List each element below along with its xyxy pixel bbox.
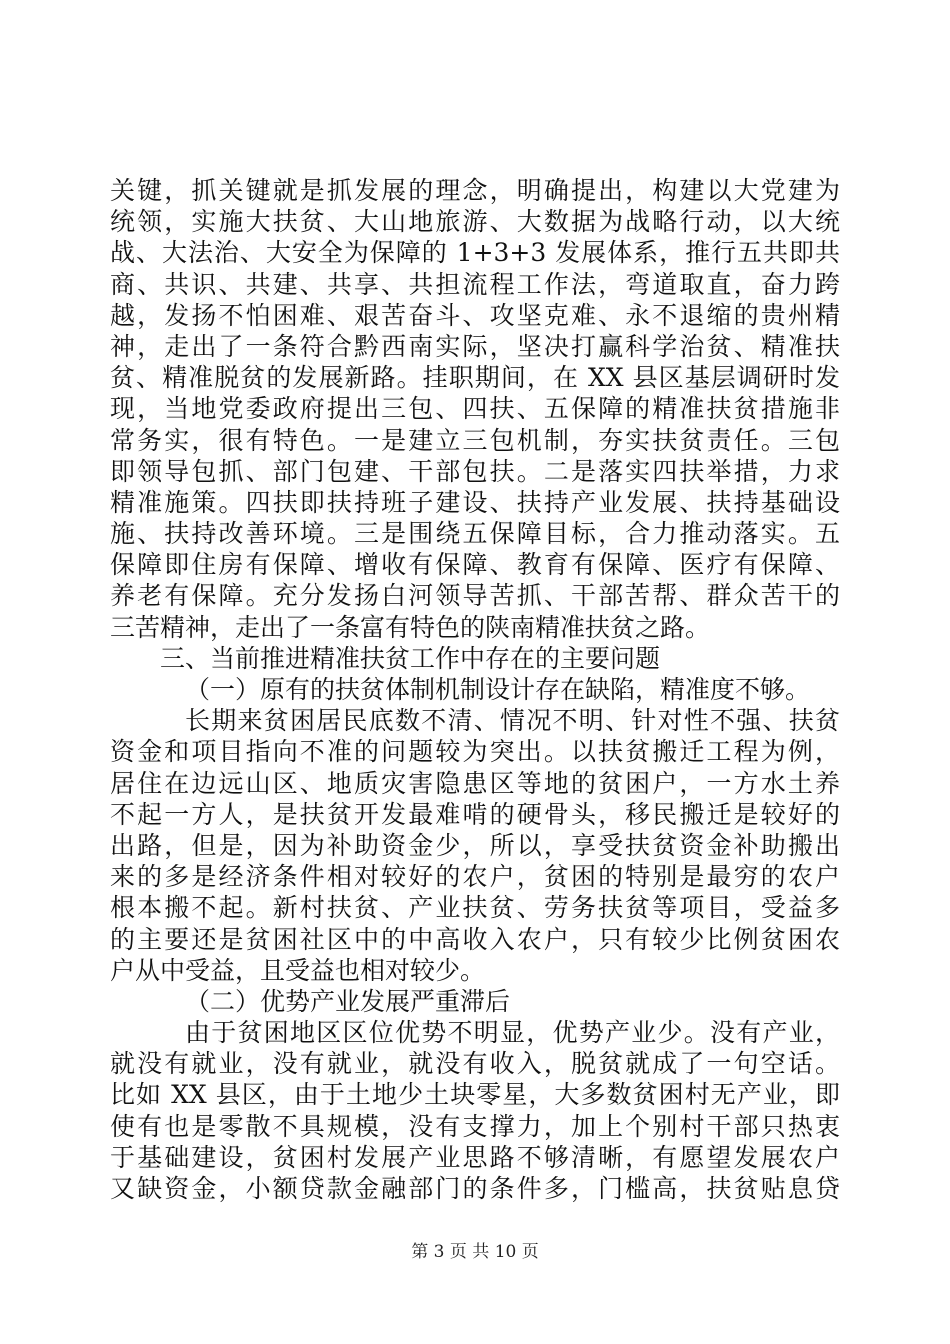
text-line: 来的多是经济条件相对较好的农户，贫困的特别是最穷的农户 <box>110 862 840 892</box>
page-number: 第 3 页 共 10 页 <box>411 1242 539 1262</box>
text-line: 施、扶持改善环境。三是围绕五保障目标，合力推动落实。五 <box>110 519 840 549</box>
text-line: 越，发扬不怕困难、艰苦奋斗、攻坚克难、永不退缩的贵州精 <box>110 300 840 330</box>
text-line: 常务实，很有特色。一是建立三包机制，夯实扶贫责任。三包 <box>110 425 840 455</box>
text-line: 精准施策。四扶即扶持班子建设、扶持产业发展、扶持基础设 <box>110 487 840 517</box>
text-line: 商、共识、共建、共享、共担流程工作法，弯道取直，奋力跨 <box>110 269 840 299</box>
text-line: 居住在边远山区、地质灾害隐患区等地的贫困户，一方水土养 <box>110 768 840 798</box>
text-line: 于基础建设，贫困村发展产业思路不够清晰，有愿望发展农户 <box>110 1142 840 1172</box>
text-line: 长期来贫困居民底数不清、情况不明、针对性不强、扶贫 <box>185 706 840 736</box>
text-line: 养老有保障。充分发扬白河领导苦抓、干部苦帮、群众苦干的 <box>110 581 840 611</box>
text-line: 出路，但是，因为补助资金少，所以，享受扶贫资金补助搬出 <box>110 830 840 860</box>
text-line: 由于贫困地区区位优势不明显，优势产业少。没有产业， <box>185 1018 840 1048</box>
text-line: 又缺资金，小额贷款金融部门的条件多，门槛高，扶贫贴息贷 <box>110 1174 840 1203</box>
text-line: 统领，实施大扶贫、大山地旅游、大数据为战略行动，以大统 <box>110 207 840 237</box>
text-line: 关键，抓关键就是抓发展的理念，明确提出，构建以大党建为 <box>110 176 840 205</box>
text-line: 不起一方人，是扶贫开发最难啃的硬骨头，移民搬迁是较好的 <box>110 799 840 829</box>
subsection-heading: （一）原有的扶贫体制机制设计存在缺陷，精准度不够。 <box>185 675 811 704</box>
text-line: 现，当地党委政府提出三包、四扶、五保障的精准扶贫措施非 <box>110 394 840 424</box>
text-line: 比如 XX 县区，由于土地少土块零星，大多数贫困村无产业，即 <box>110 1080 840 1110</box>
subsection-heading: （二）优势产业发展严重滞后 <box>185 986 511 1016</box>
text-line: 资金和项目指向不准的问题较为突出。以扶贫搬迁工程为例， <box>110 737 840 767</box>
text-line: 三苦精神，走出了一条富有特色的陕南精准扶贫之路。 <box>110 612 711 642</box>
document-body <box>110 175 840 1204</box>
text-line: 使有也是零散不具规模，没有支撑力，加上个别村干部只热衷 <box>110 1111 840 1141</box>
text-line: 保障即住房有保障、增收有保障、教育有保障、医疗有保障、 <box>110 550 840 580</box>
section-heading: 三、当前推进精准扶贫工作中存在的主要问题 <box>160 643 661 673</box>
text-line: 贫、精准脱贫的发展新路。挂职期间，在 XX 县区基层调研时发 <box>110 363 840 393</box>
text-line: 即领导包抓、部门包建、干部包扶。二是落实四扶举措，力求 <box>110 456 840 486</box>
text-line: 户从中受益，且受益也相对较少。 <box>110 955 486 985</box>
text-line: 的主要还是贫困社区中的中高收入农户，只有较少比例贫困农 <box>110 924 840 954</box>
text-line: 就没有就业，没有就业，就没有收入，脱贫就成了一句空话。 <box>110 1049 840 1079</box>
text-line: 战、大法治、大安全为保障的 1+3+3 发展体系，推行五共即共 <box>110 238 840 268</box>
text-line: 神，走出了一条符合黔西南实际，坚决打赢科学治贫、精准扶 <box>110 331 840 361</box>
text-line: 根本搬不起。新村扶贫、产业扶贫、劳务扶贫等项目，受益多 <box>110 893 840 923</box>
